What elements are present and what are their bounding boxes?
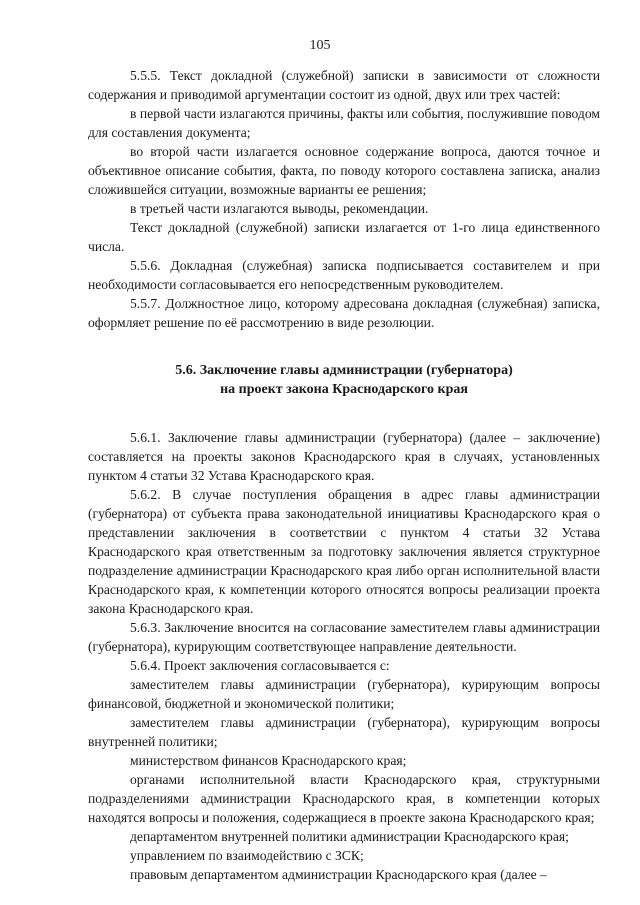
list-item-zsk-directorate: управлением по взаимодействию с ЗСК; (130, 848, 364, 863)
paragraph-5-6-4: 5.6.4. Проект заключения согласовывается с: (130, 658, 390, 673)
list-item-internal-policy-department: департаментом внутренней политики администрации Краснодарского края; (130, 829, 569, 844)
list-item-internal-policy-deputy: заместителем главы администрации (губернатора), курирующим вопросы внутренней политики; (88, 715, 600, 749)
paragraph-5-5-5: 5.5.5. Текст докладной (служебной) записки в зависимости от сложности содержания и приводимой аргументации состоит из одной, двух или трех частей: (88, 68, 600, 102)
list-item-legal-department: правовым департаментом администрации Краснодарского края (далее – (130, 867, 547, 882)
document-body (88, 66, 600, 884)
list-item-ministry-of-finance: министерством финансов Краснодарского края; (130, 753, 407, 768)
section-heading-line-1: 5.6. Заключение главы администрации (губернатора) (175, 363, 513, 378)
paragraph-5-6-1: 5.6.1. Заключение главы администрации (губернатора) (далее – заключение) составляется на проекты законов Краснодарского края в случаях, установленных пунктом 4 статьи 32 Устава Краснодарского края. (88, 430, 600, 483)
paragraph-5-5-6: 5.5.6. Докладная (служебная) записка подписывается составителем и при необходимости согласовывается его непосредственным руководителем. (88, 258, 600, 292)
page-number: 105 (309, 38, 331, 53)
section-heading-line-2: на проект закона Краснодарского края (220, 382, 468, 397)
list-item-finance-deputy: заместителем главы администрации (губернатора), курирующим вопросы финансовой, бюджетной и экономической политики; (88, 677, 600, 711)
paragraph-5-6-2: 5.6.2. В случае поступления обращения в адрес главы администрации (губернатора) от субъекта права законодательной инициативы Краснодарского края о представлении заключения в соответствии с пунктом 4 статьи 32 Устава Краснодарского края ответственным за подготовку заключения является структурное подразделение администрации Краснодарского края либо орган исполнительной власти Краснодарского края, к компетенции которого относятся вопросы реализации проекта закона Краснодарского края. (88, 487, 600, 616)
paragraph-first-part: в первой части излагаются причины, факты или события, послужившие поводом для составления документа; (88, 106, 600, 140)
paragraph-5-5-7: 5.5.7. Должностное лицо, которому адресована докладная (служебная) записка, оформляет решение по её рассмотрению в виде резолюции. (88, 296, 600, 330)
list-item-executive-bodies: органами исполнительной власти Краснодарского края, структурными подразделениями администрации Краснодарского края, в компетенции которых находятся вопросы и положения, содержащиеся в проекте закона Краснодарского края; (88, 772, 600, 825)
section-heading (88, 361, 600, 399)
paragraph-5-6-3: 5.6.3. Заключение вносится на согласование заместителем главы администрации (губернатора), курирующим соответствующее направление деятельности. (88, 620, 600, 654)
paragraph-third-part: в третьей части излагаются выводы, рекомендации. (130, 201, 429, 216)
paragraph-second-part: во второй части излагается основное содержание вопроса, даются точное и объективное описание события, факта, по поводу которого составлена записка, анализ сложившейся ситуации, возможные варианты ее решения; (88, 144, 600, 197)
paragraph-first-person: Текст докладной (служебной) записки излагается от 1-го лица единственного числа. (88, 220, 600, 254)
